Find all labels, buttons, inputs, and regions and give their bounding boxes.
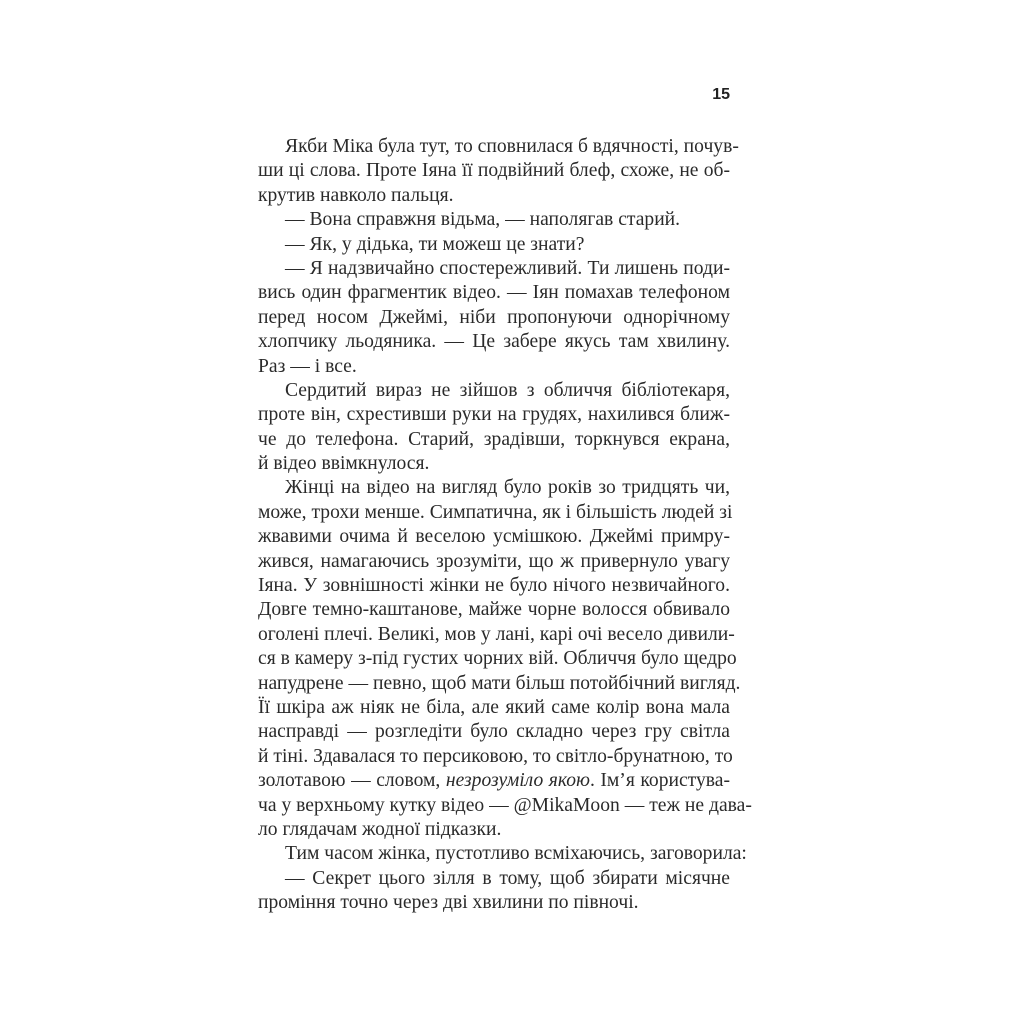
text-line: насправді — розгледіти було складно через гру світла: [258, 721, 730, 743]
text-line: Її шкіра аж ніяк не біла, але який саме колір вона мала: [258, 696, 730, 718]
text-line: й відео ввімкнулося.: [258, 453, 430, 475]
text-line: Якби Міка була тут, то сповнилася б вдячності, почув-: [285, 136, 739, 157]
text-line: хлопчику льодяника. — Це забере якусь там хвилину.: [258, 331, 730, 353]
text-line: напудрене — певно, щоб мати більш потойбічний вигляд.: [258, 672, 741, 694]
text-line: проміння точно через дві хвилини по півночі.: [258, 892, 639, 914]
text-line: жився, намагаючись зрозуміти, що ж привернуло увагу: [258, 550, 730, 572]
text-line: — Я надзвичайно спостережливий. Ти лишень поди-: [285, 257, 730, 279]
text-line: проте він, схрестивши руки на грудях, нахилився ближ-: [258, 404, 730, 426]
text-line: че до телефона. Старий, зрадівши, торкнувся екрана,: [258, 428, 730, 450]
text-line: ча у верхньому кутку відео — @MikaMoon — теж не дава-: [258, 794, 752, 816]
text-line: жвавими очима й веселою усмішкою. Джеймі примру-: [258, 526, 730, 548]
text-line: — Вона справжня відьма, — наполягав старий.: [285, 209, 681, 231]
text-line: Довге темно-каштанове, майже чорне волосся обвивало: [258, 599, 730, 621]
text-line: Іяна. У зовнішності жінки не було нічого незвичайного.: [258, 575, 730, 597]
text-line: може, трохи менше. Симпатична, як і більшість людей зі: [258, 501, 733, 523]
text-line: Жінці на відео на вигляд було років зо тридцять чи,: [285, 477, 730, 499]
text-line: ся в камеру з-під густих чорних вій. Обличчя було щедро: [258, 648, 737, 670]
text-line: Сердитий вираз не зійшов з обличчя бібліотекаря,: [285, 379, 730, 401]
text-line: ло глядачам жодної підказки.: [258, 818, 502, 840]
body-text: [258, 135, 752, 916]
text-line: Тим часом жінка, пустотливо всміхаючись, заговорила:: [285, 843, 747, 865]
text-fragment: золотавою — словом,: [258, 770, 446, 792]
text-line: Раз — і все.: [258, 355, 357, 377]
text-line: ши ці слова. Проте Іяна її подвійний блеф, схоже, не об-: [258, 160, 730, 182]
text-line: — Секрет цього зілля в тому, щоб збирати місячне: [285, 867, 730, 889]
text-line: й тіні. Здавалася то персиковою, то світло-брунатною, то: [258, 745, 733, 767]
text-line: оголені плечі. Великі, мов у лані, карі очі весело дивили-: [258, 623, 735, 645]
text-line: — Як, у дідька, ти можеш це знати?: [285, 233, 585, 255]
text-line: [258, 769, 730, 793]
page-number: 15: [712, 86, 730, 103]
text-line: перед носом Джеймі, ніби пропонуючи однорічному: [258, 306, 730, 328]
text-line: крутив навколо пальця.: [258, 184, 454, 206]
text-fragment: . Ім’я користува-: [589, 770, 730, 792]
text-line: вись один фрагментик відео. — Іян помахав телефоном: [258, 282, 730, 304]
italic-emphasis: незрозуміло якою: [445, 770, 590, 792]
